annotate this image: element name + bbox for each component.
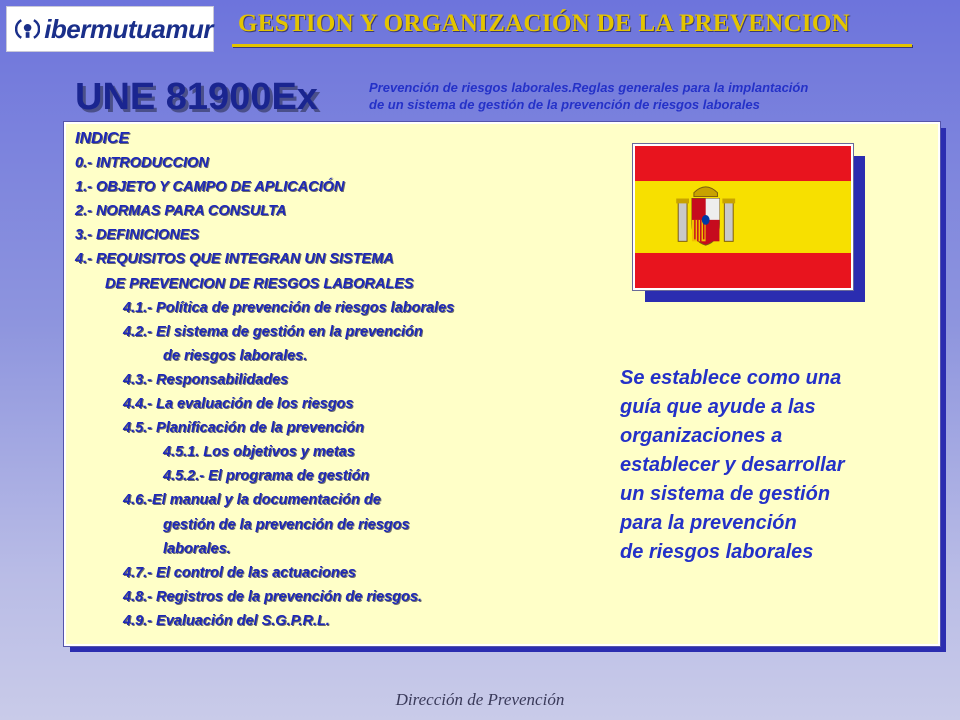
title-underline: [232, 44, 912, 47]
index-item: 4.9.- Evaluación del S.G.P.R.L.: [123, 612, 330, 629]
standard-description-line: Prevención de riesgos laborales.Reglas generales para la implantación: [369, 80, 809, 95]
index-item: de riesgos laborales.: [163, 347, 308, 364]
page-title: GESTION Y ORGANIZACIÓN DE LA PREVENCION: [238, 10, 851, 37]
index-item: 4.5.1. Los objetivos y metas: [163, 444, 355, 461]
index-item: 4.7.- El control de las actuaciones: [123, 564, 356, 581]
index-item: 4.1.- Política de prevención de riesgos laborales: [123, 299, 455, 316]
index-item: 3.- DEFINICIONES: [75, 227, 200, 244]
flag-frame: [633, 144, 865, 306]
standard-code: UNE 81900Ex: [75, 76, 318, 118]
guide-line: para la prevención: [620, 512, 797, 534]
index-item: 4.- REQUISITOS QUE INTEGRAN UN SISTEMA: [75, 251, 394, 268]
guide-line: organizaciones a: [620, 425, 783, 447]
guide-line: de riesgos laborales: [620, 541, 814, 563]
spain-flag-icon: [633, 144, 853, 290]
index-heading: INDICE: [75, 130, 130, 147]
footer-text: Dirección de Prevención: [395, 690, 565, 709]
logo: [6, 6, 214, 52]
index-item: 4.5.2.- El programa de gestión: [163, 468, 370, 485]
index-item: 4.8.- Registros de la prevención de riesgos.: [123, 588, 422, 605]
index-item: DE PREVENCION DE RIESGOS LABORALES: [105, 275, 414, 292]
guide-text: [620, 364, 920, 567]
guide-line: Se establece como una: [620, 367, 842, 389]
index-item: 4.4.- La evaluación de los riesgos: [123, 396, 354, 413]
index-item: gestión de la prevención de riesgos: [163, 516, 410, 533]
index-item: 4.5.- Planificación de la prevención: [123, 420, 364, 437]
index-item: 4.2.- El sistema de gestión en la prevención: [123, 323, 423, 340]
standard-description: [369, 79, 939, 113]
guide-line: un sistema de gestión: [620, 483, 831, 505]
index-item: 4.6.-El manual y la documentación de: [123, 492, 381, 509]
index-item: 2.- NORMAS PARA CONSULTA: [75, 203, 287, 220]
logo-text: ibermutuamur: [44, 13, 213, 44]
index-item: 0.- INTRODUCCION: [75, 155, 209, 172]
guide-line: establecer y desarrollar: [620, 454, 845, 476]
index-list: [75, 127, 454, 633]
index-item: 1.- OBJETO Y CAMPO DE APLICACIÓN: [75, 179, 345, 196]
standard-description-line: de un sistema de gestión de la prevención de riesgos laborales: [369, 97, 760, 112]
index-item: 4.3.- Responsabilidades: [123, 371, 289, 388]
guide-line: guía que ayude a las: [620, 396, 816, 418]
ibermutuamur-logo-icon: [15, 9, 40, 49]
index-item: laborales.: [163, 540, 231, 557]
